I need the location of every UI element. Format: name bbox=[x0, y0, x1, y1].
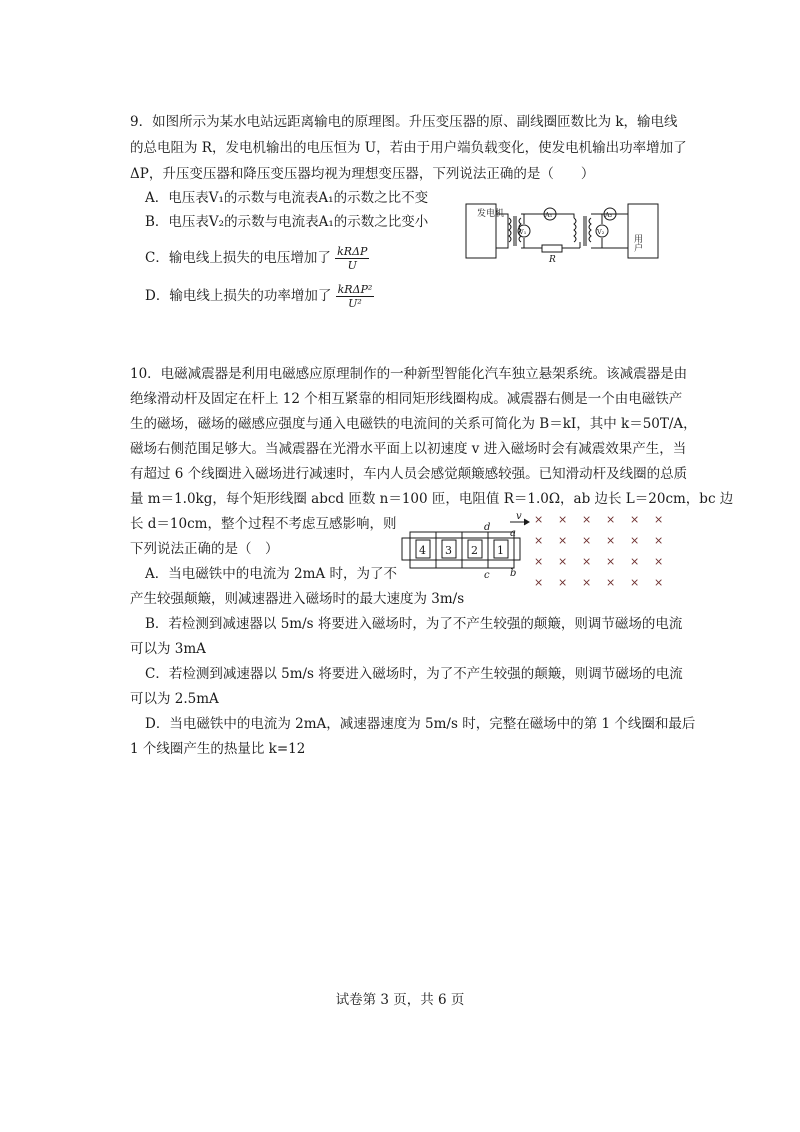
q9-option-b: B．电压表V₂的示数与电流表A₁的示数之比变小 bbox=[145, 214, 429, 230]
q10-option-b-line-2: 可以为 3mA bbox=[130, 641, 206, 657]
field-mark: × bbox=[606, 555, 616, 568]
q10-line-6: 量 m＝1.0kg，每个矩形线圈 abcd 匝数 n＝100 匝，电阻值 R＝1.0Ω，ab 边长 L＝20cm，bc 边 bbox=[130, 491, 734, 507]
q9-option-d-text: D．输电线上损失的功率增加了 bbox=[145, 288, 332, 304]
q9-option-a: A．电压表V₁的示数与电流表A₁的示数之比不变 bbox=[145, 190, 429, 206]
field-mark: × bbox=[534, 576, 544, 588]
field-mark: × bbox=[606, 576, 616, 588]
q9-option-c-fraction bbox=[335, 245, 369, 272]
q10-line-5: 有超过 6 个线圈进入磁场进行减速时，车内人员会感觉颠簸感较强。已知滑动杆及线圈的总质 bbox=[130, 466, 688, 482]
q9-line-2: 的总电阻为 R，发电机输出的电压恒为 U，若由于用户端负载变化，使发电机输出功率增加了 bbox=[130, 140, 687, 156]
coil-label-1: 1 bbox=[497, 544, 504, 557]
q10-option-a-line-2: 产生较强颠簸，则减速器进入磁场时的最大速度为 3m/s bbox=[130, 591, 465, 607]
q10-line-3: 生的磁场，磁场的磁感应强度与通入电磁铁的电流间的关系可简化为 B＝kI，其中 k＝50T/A， bbox=[130, 416, 697, 432]
field-mark: × bbox=[558, 576, 568, 588]
field-mark: × bbox=[582, 513, 592, 526]
field-mark: × bbox=[534, 555, 544, 568]
meter-v1-label: V₁ bbox=[519, 228, 527, 236]
field-mark: × bbox=[558, 513, 568, 526]
field-mark: × bbox=[630, 555, 640, 568]
meter-a1-label: A₁ bbox=[545, 211, 553, 219]
field-mark: × bbox=[630, 513, 640, 526]
q10-option-b-line-1: B．若检测到减速器以 5m/s 将要进入磁场时，为了不产生较强的颠簸，则调节磁场的电流 bbox=[145, 616, 683, 632]
coil-label-3: 3 bbox=[445, 544, 452, 557]
q9-option-d-numerator: kRΔP² bbox=[337, 283, 373, 296]
coil-label-4: 4 bbox=[419, 544, 426, 557]
meter-a2-label: A₂ bbox=[605, 211, 613, 219]
field-mark: × bbox=[558, 555, 568, 568]
velocity-label: v bbox=[516, 511, 522, 522]
q10-option-d-line-1: D．当电磁铁中的电流为 2mA，减速器速度为 5m/s 时，完整在磁场中的第 1 个线圈和最后 bbox=[145, 716, 696, 732]
q9-line-1: 9．如图所示为某水电站远距离输电的原理图。升压变压器的原、副线圈匝数比为 k，输电线 bbox=[130, 114, 678, 130]
q9-option-d-fraction bbox=[336, 283, 375, 310]
field-mark: × bbox=[534, 513, 544, 526]
field-mark: × bbox=[582, 576, 592, 588]
q9-option-c-numerator: kRΔP bbox=[337, 245, 368, 258]
q9-option-d-denominator: U² bbox=[348, 297, 362, 310]
corner-d-label: d bbox=[484, 522, 491, 533]
field-mark: × bbox=[654, 513, 664, 526]
corner-b-label: b bbox=[510, 568, 517, 579]
q9-option-c-denominator: U bbox=[347, 259, 357, 272]
field-mark: × bbox=[654, 576, 664, 588]
q10-line-8: 下列说法正确的是（ ） bbox=[130, 541, 279, 557]
q10-line-4: 磁场右侧范围足够大。当减震器在光滑水平面上以初速度 v 进入磁场时会有减震效果产生，当 bbox=[130, 441, 687, 457]
corner-a-label: a bbox=[510, 528, 516, 539]
q10-option-c-line-1: C．若检测到减速器以 5m/s 将要进入磁场时，为了不产生较强的颠簸，则调节磁场的电流 bbox=[145, 666, 683, 682]
field-mark: × bbox=[582, 555, 592, 568]
field-mark: × bbox=[630, 534, 640, 547]
q10-option-a-line-1: A．当电磁铁中的电流为 2mA 时，为了不 bbox=[145, 566, 397, 582]
q9-circuit-diagram bbox=[462, 196, 662, 266]
q9-option-d bbox=[145, 283, 374, 310]
generator-label: 发电机 bbox=[477, 209, 505, 219]
corner-c-label: c bbox=[484, 570, 490, 581]
q10-line-7: 长 d＝10cm，整个过程不考虑互感影响，则 bbox=[130, 516, 397, 532]
page-footer: 试卷第 3 页，共 6 页 bbox=[335, 992, 465, 1008]
field-mark: × bbox=[534, 534, 544, 547]
q9-option-c-text: C．输电线上损失的电压增加了 bbox=[145, 250, 331, 266]
q10-coil-diagram bbox=[400, 510, 670, 588]
resistor-label: R bbox=[549, 255, 556, 265]
field-mark: × bbox=[558, 534, 568, 547]
q10-line-1: 10．电磁减震器是利用电磁感应原理制作的一种新型智能化汽车独立悬架系统。该减震器是由 bbox=[130, 366, 688, 382]
q10-option-d-line-2: 1 个线圈产生的热量比 k=12 bbox=[130, 741, 306, 757]
q10-option-c-line-2: 可以为 2.5mA bbox=[130, 691, 219, 707]
field-mark: × bbox=[606, 513, 616, 526]
magnetic-field-region bbox=[534, 513, 663, 588]
q9-line-3: ΔP，升压变压器和降压变压器均视为理想变压器，下列说法正确的是（ ） bbox=[130, 166, 595, 182]
coil-label-2: 2 bbox=[471, 544, 478, 557]
meter-v2-label: V₂ bbox=[597, 228, 605, 236]
field-mark: × bbox=[654, 555, 664, 568]
field-mark: × bbox=[606, 534, 616, 547]
q10-line-2: 绝缘滑动杆及固定在杆上 12 个相互紧靠的相同矩形线圈构成。减震器右侧是一个由电磁铁产 bbox=[130, 391, 683, 407]
field-mark: × bbox=[630, 576, 640, 588]
user-label: 用户 bbox=[632, 234, 642, 252]
field-mark: × bbox=[654, 534, 664, 547]
q9-option-c bbox=[145, 245, 369, 272]
field-mark: × bbox=[582, 534, 592, 547]
